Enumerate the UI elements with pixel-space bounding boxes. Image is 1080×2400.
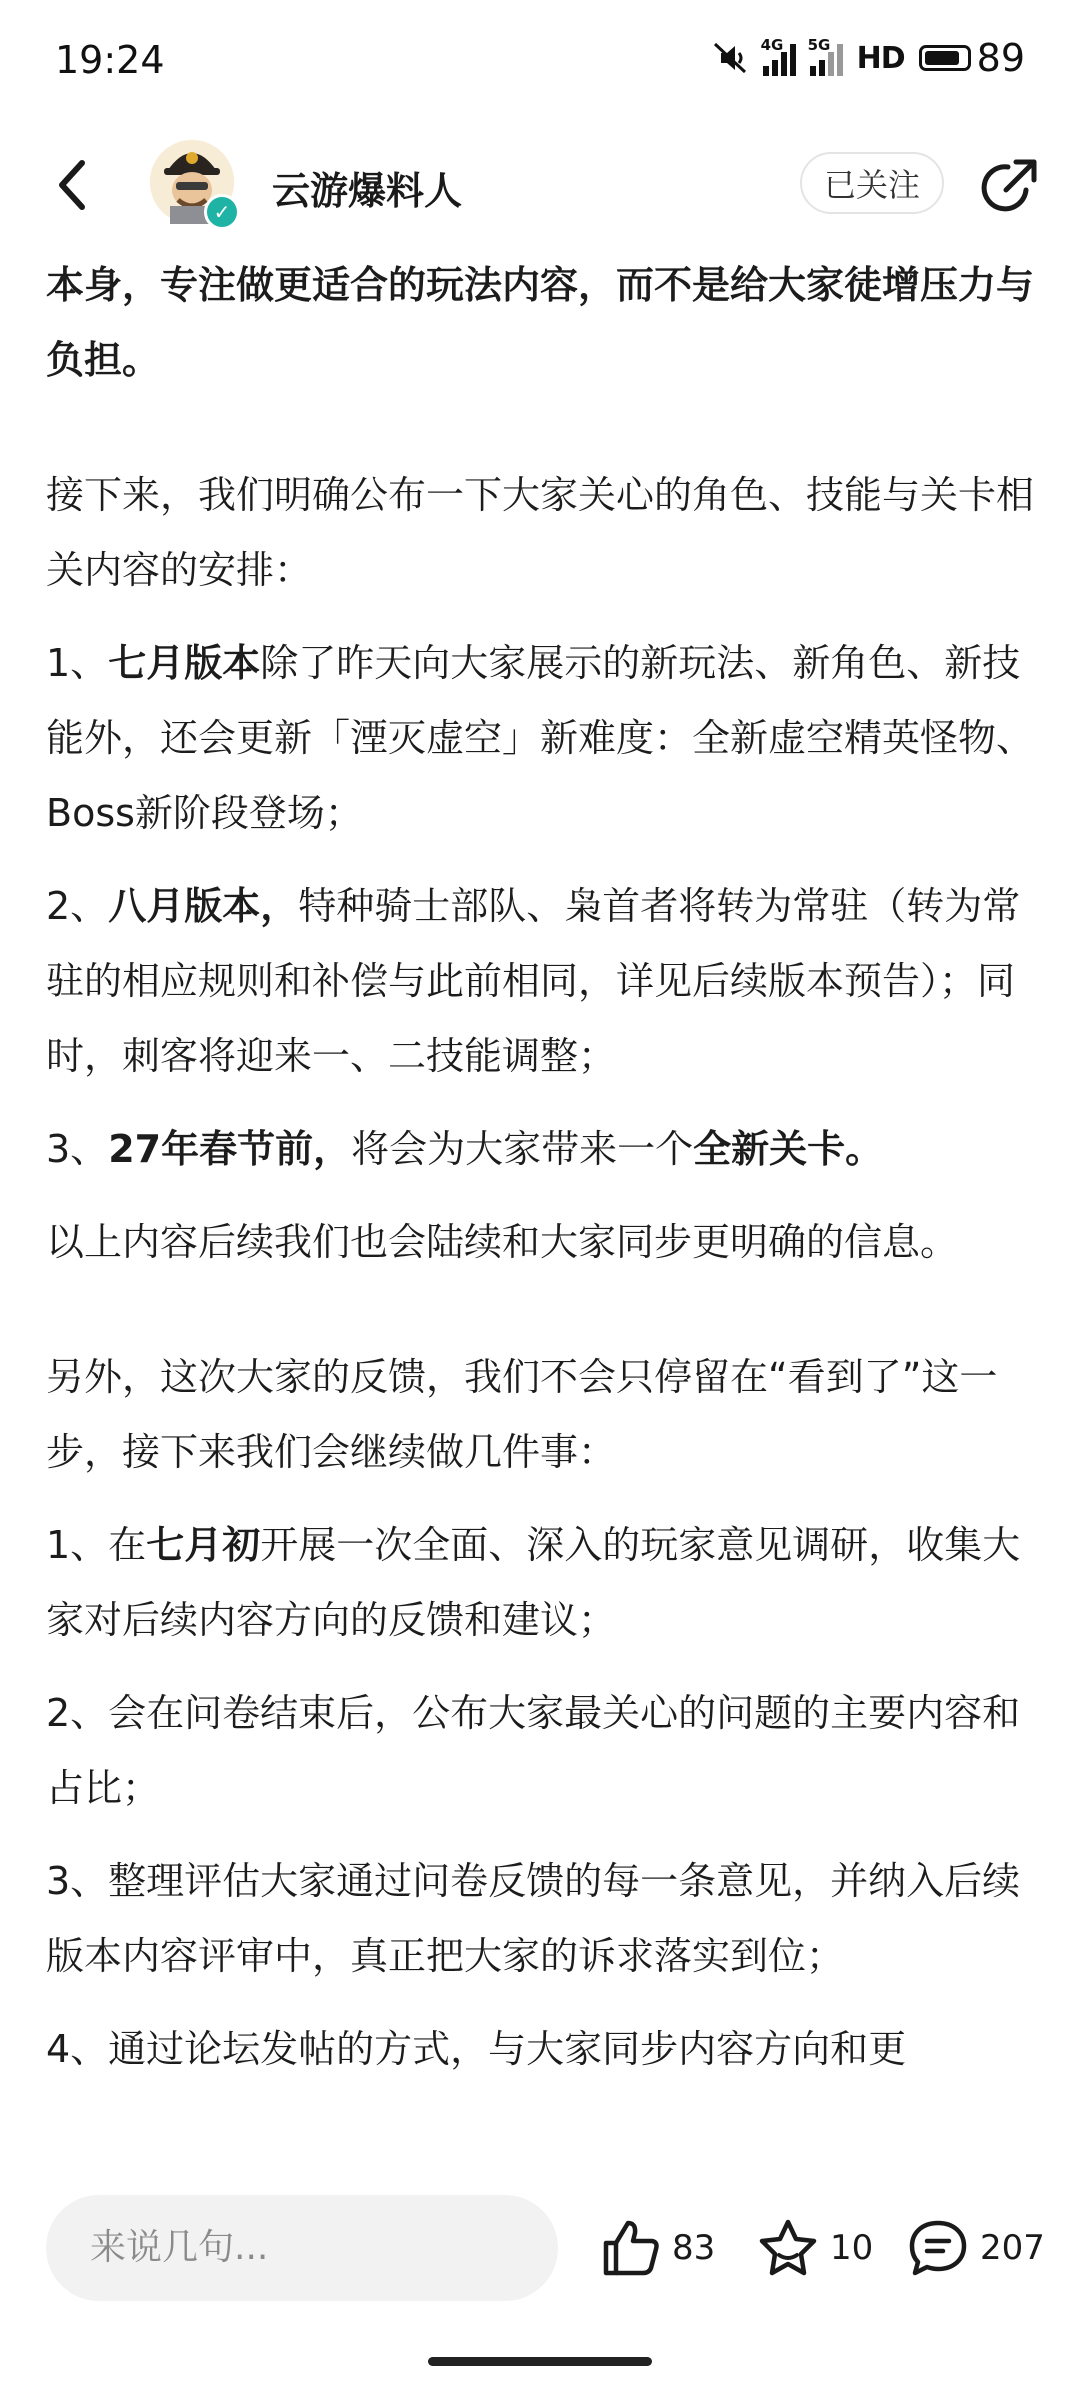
share-button[interactable] — [978, 156, 1040, 218]
battery-level: 89 — [976, 36, 1025, 80]
comment-bubble-icon — [906, 2217, 970, 2279]
battery-icon — [919, 45, 971, 71]
post-body — [46, 248, 1036, 2087]
signal-5g-icon: 5G — [810, 40, 843, 76]
favorite-count: 10 — [830, 2228, 874, 2268]
like-button[interactable] — [600, 2205, 715, 2291]
comment-count: 207 — [980, 2228, 1045, 2268]
list-item: 3、整理评估大家通过问卷反馈的每一条意见，并纳入后续版本内容评审中，真正把大家的诉求落实到位； — [46, 1859, 1021, 1978]
comment-button[interactable] — [906, 2205, 1045, 2291]
content-fade — [0, 2120, 1080, 2170]
list-item: 4、通过论坛发帖的方式，与大家同步内容方向和更 — [46, 2027, 907, 2071]
mute-icon — [711, 41, 749, 75]
list-item: 1、七月版本除了昨天向大家展示的新玩法、新角色、新技能外，还会更新「湮灭虚空」新难度：全新虚空精英怪物、Boss新阶段登场； — [46, 641, 1035, 835]
list-item: 3、27年春节前，将会为大家带来一个全新关卡。 — [46, 1127, 884, 1171]
status-icons — [711, 36, 1025, 80]
battery-indicator — [919, 36, 1025, 80]
list-item: 2、八月版本，特种骑士部队、枭首者将转为常驻（转为常驻的相应规则和补偿与此前相同，详见后续版本预告）；同时，刺客将迎来一、二技能调整； — [46, 884, 1021, 1078]
follow-button[interactable]: 已关注 — [800, 152, 944, 214]
verified-check-icon: ✓ — [204, 194, 240, 230]
list-item: 2、会在问卷结束后，公布大家最关心的问题的主要内容和占比； — [46, 1691, 1021, 1810]
share-icon — [984, 162, 1034, 209]
author-name[interactable]: 云游爆料人 — [272, 169, 463, 213]
post-header — [0, 130, 1080, 240]
star-icon — [756, 2217, 820, 2279]
favorite-button[interactable] — [756, 2205, 873, 2291]
list-item: 1、在七月初开展一次全面、深入的玩家意见调研，收集大家对后续内容方向的反馈和建议； — [46, 1523, 1021, 1642]
back-button[interactable] — [48, 155, 98, 215]
paragraph: 接下来，我们明确公布一下大家关心的角色、技能与关卡相关内容的安排： — [46, 473, 1035, 592]
hd-voice-indicator: HD — [856, 40, 905, 76]
paragraph: 以上内容后续我们也会陆续和大家同步更明确的信息。 — [46, 1220, 959, 1264]
like-count: 83 — [672, 2228, 716, 2268]
chevron-left-icon — [62, 163, 82, 207]
status-time: 19:24 — [55, 38, 165, 82]
thumbs-up-icon — [600, 2217, 662, 2279]
signal-4g-icon: 4G — [763, 40, 796, 76]
paragraph: 另外，这次大家的反馈，我们不会只停留在“看到了”这一步，接下来我们会继续做几件事： — [46, 1355, 998, 1474]
home-indicator[interactable] — [428, 2357, 652, 2366]
comment-input[interactable]: 来说几句... — [46, 2195, 558, 2301]
status-bar — [0, 0, 1080, 120]
paragraph: 本身，专注做更适合的玩法内容，而不是给大家徒增压力与负担。 — [46, 263, 1035, 382]
